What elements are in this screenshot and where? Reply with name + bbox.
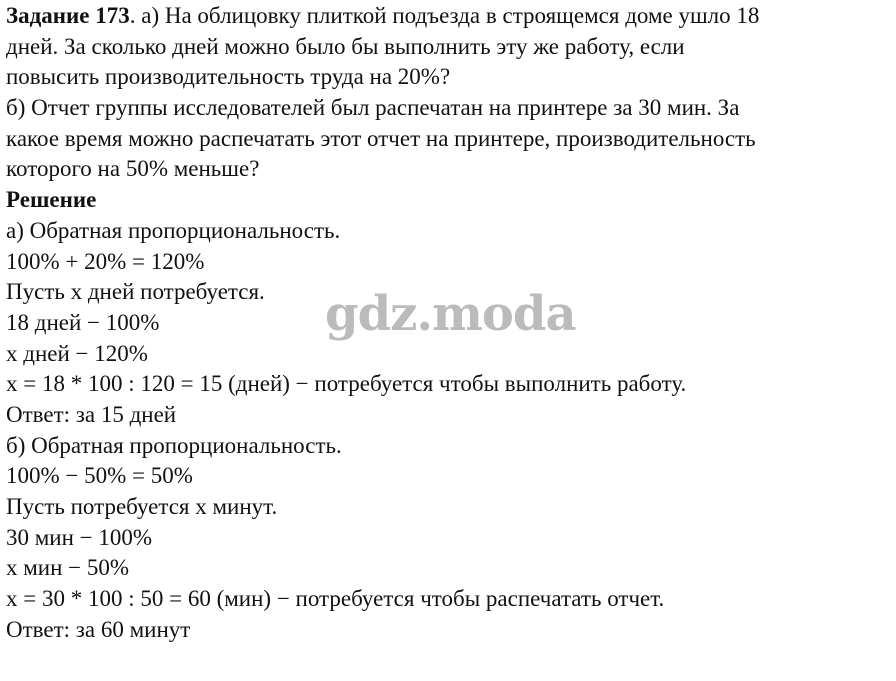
solution-line-11: 30 мин − 100% [6,524,153,550]
task-heading: Задание 173 [6,3,130,28]
solution-line-8: б) Обратная пропорциональность. [6,432,342,458]
task-line-4: б) Отчет группы исследователей был распечатан на принтере за 30 мин. За [6,95,740,121]
watermark-logo: gdz.moda [325,286,576,342]
solution-line-1: а) Обратная пропорциональность. [6,217,341,243]
solution-line-10: Пусть потребуется x минут. [6,494,278,519]
task-line-2: дней. За сколько дней можно было бы выполнить эту же работу, если [6,33,685,59]
solution-line-13: x = 30 * 100 : 50 = 60 (мин) − потребуется чтобы распечатать отчет. [6,586,665,612]
task-line-6: которого на 50% меньше? [6,156,260,182]
answer-a: Ответ: за 15 дней [6,401,177,427]
task-line-3: повысить производительность труда на 20%? [6,64,451,90]
solution-line-4: 18 дней − 100% [6,309,160,335]
solution-line-6: x = 18 * 100 : 120 = 15 (дней) − потребуется чтобы выполнить работу. [6,371,687,397]
solution-line-9: 100% − 50% = 50% [6,463,193,489]
answer-b: Ответ: за 60 минут [6,616,191,642]
solution-line-5: x дней − 120% [6,340,148,366]
solution-line-12: x мин − 50% [6,555,130,581]
document-page [6,1,890,645]
solution-line-2: 100% + 20% = 120% [6,248,205,274]
task-line-5: какое время можно распечатать этот отчет на принтере, производительность [6,125,756,151]
solution-heading: Решение [6,187,97,213]
task-text: . а) На облицовку плиткой подъезда в строящемся доме ушло 18 [129,3,760,28]
task-line-1 [6,1,890,32]
solution-line-3: Пусть x дней потребуется. [6,279,265,305]
